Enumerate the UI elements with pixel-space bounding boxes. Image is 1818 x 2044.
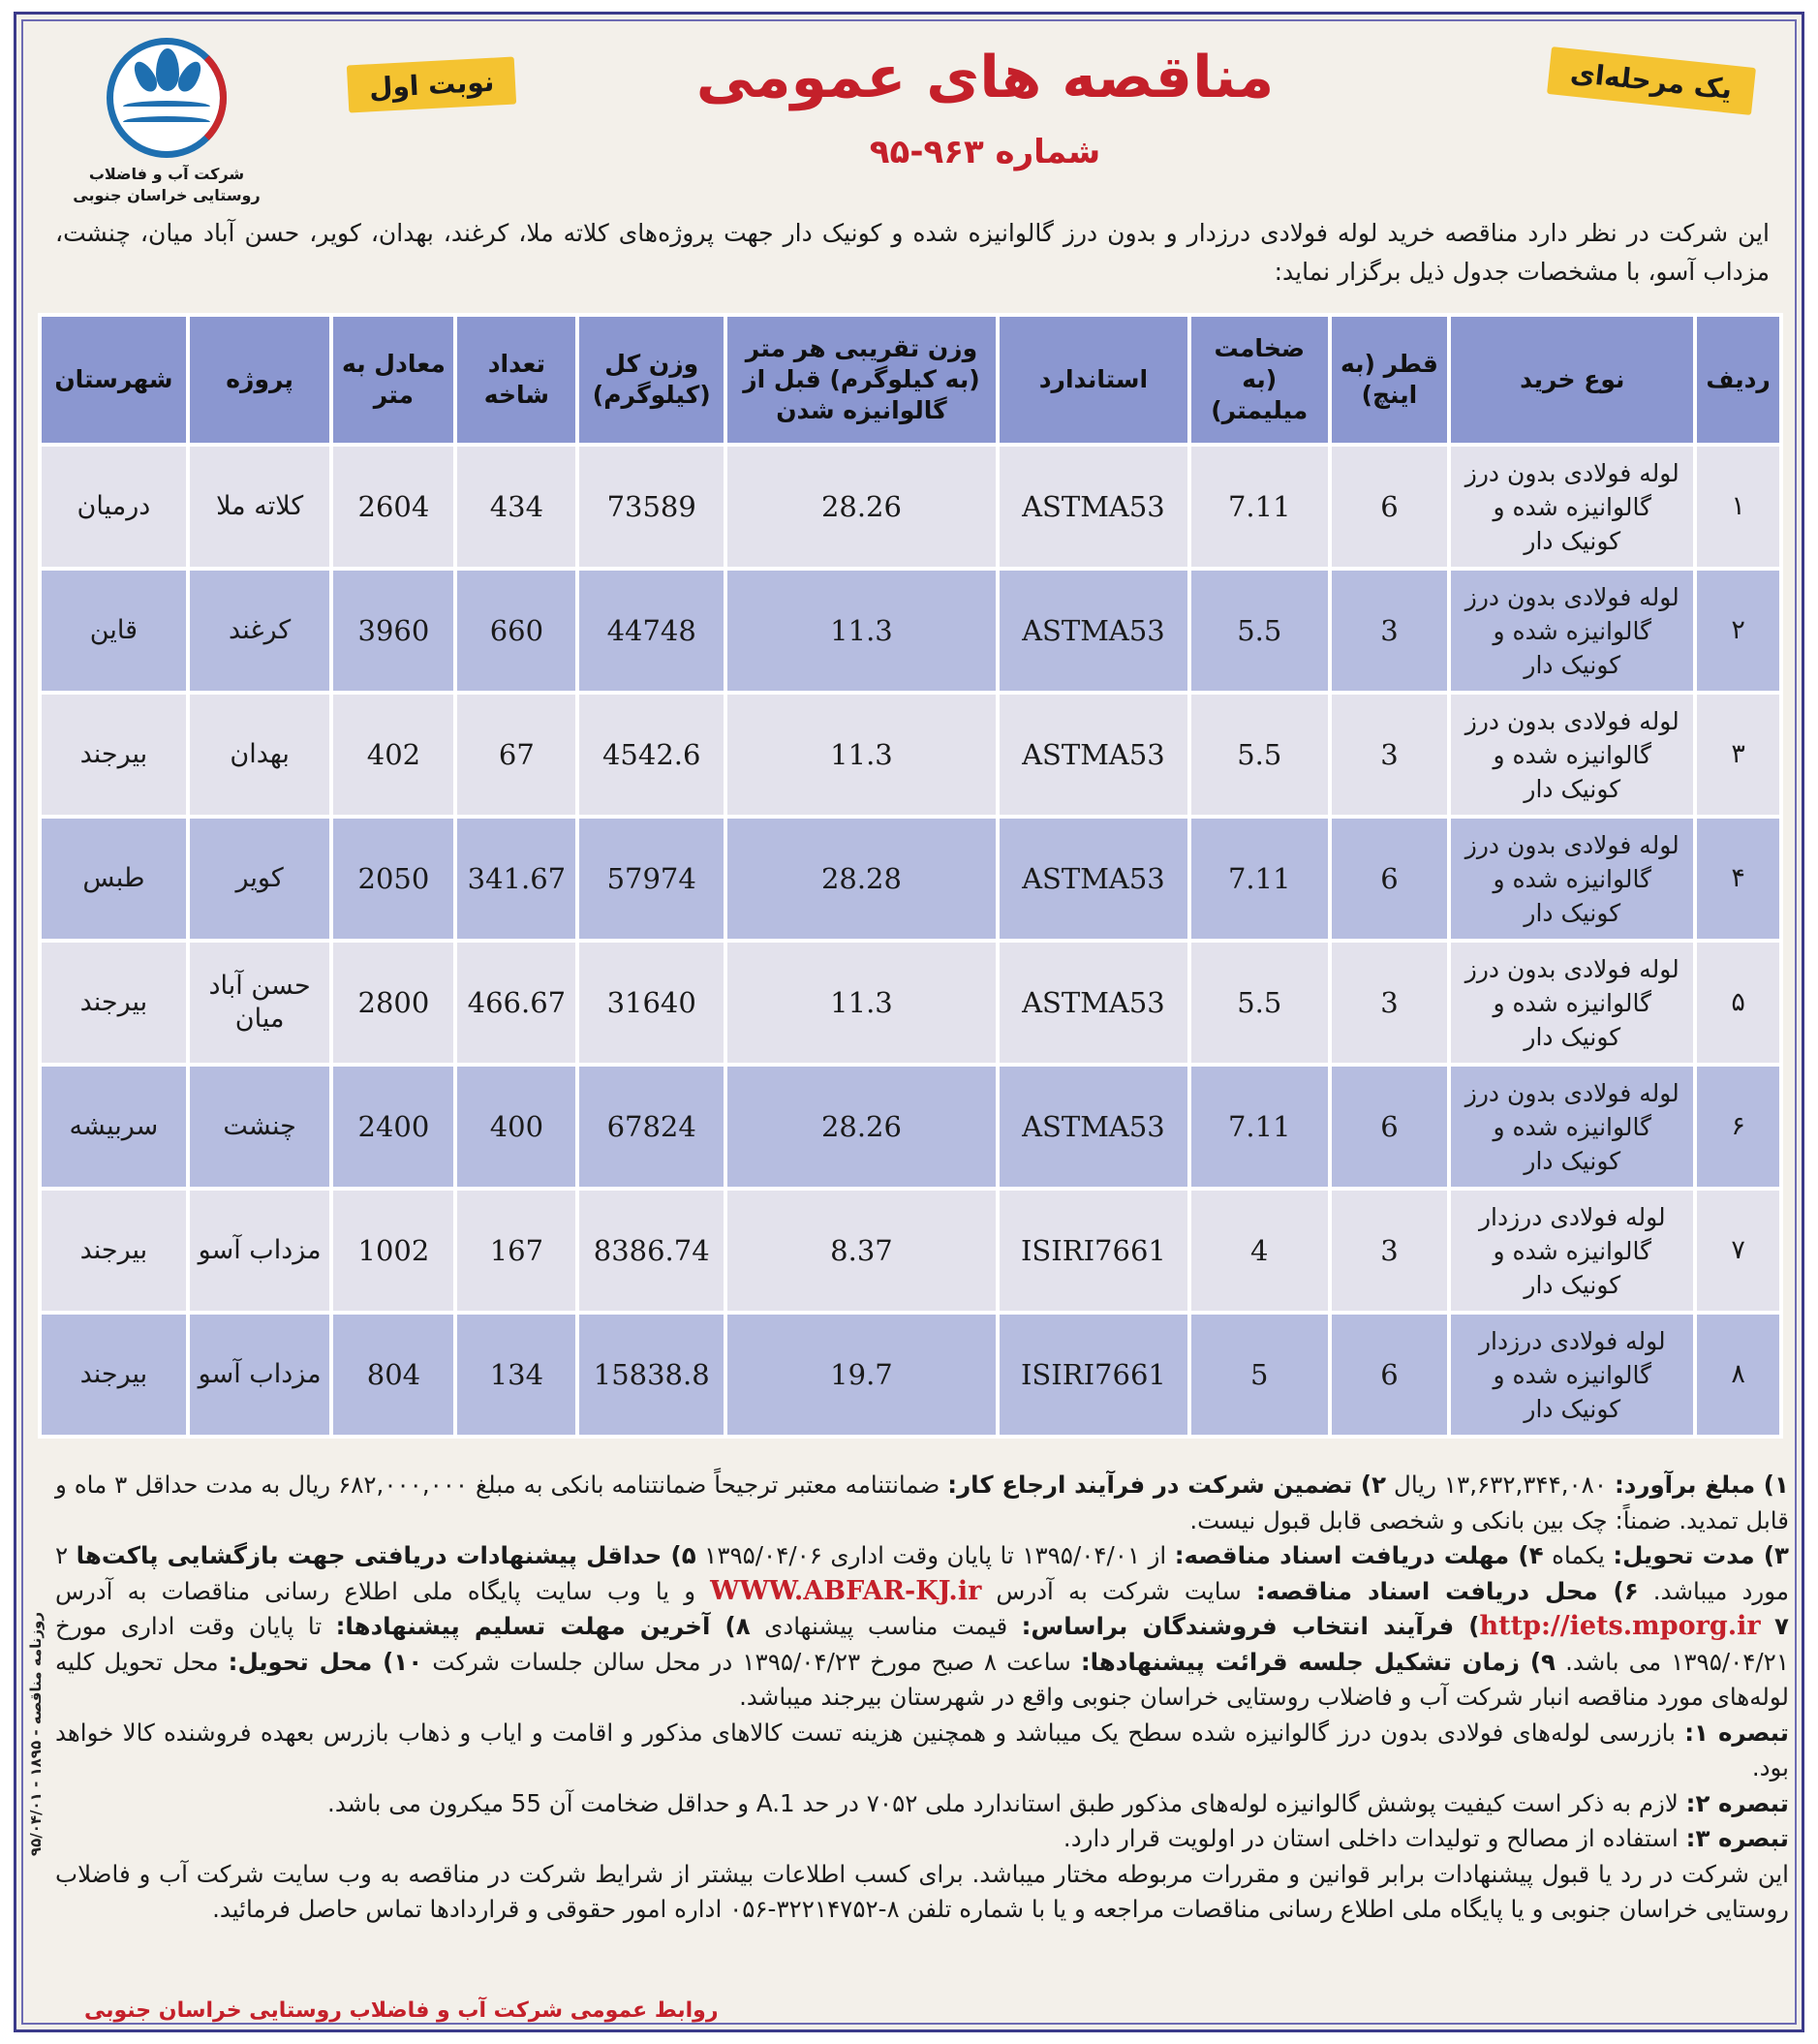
cell-total: 8386.74 (577, 1189, 725, 1313)
cell-type: لوله فولادی بدون درز گالوانیزه شده و کونیک دار (1449, 1065, 1695, 1189)
table-row (40, 445, 1781, 569)
cell-idx: ۷ (1695, 1189, 1781, 1313)
col-header: نوع خرید (1449, 315, 1695, 445)
table-row (40, 941, 1781, 1065)
cell-meters: 804 (331, 1313, 455, 1437)
cell-meters: 2050 (331, 817, 455, 941)
company-name: شرکت آب و فاضلاب روستایی خراسان جنوبی (73, 165, 261, 204)
cell-project: حسن آباد میان (188, 941, 332, 1065)
cell-city: قاین (40, 569, 188, 693)
closing-paragraph: این شرکت در رد یا قبول پیشنهادات برابر قوانین و مقررات مربوطه مختار میباشد. برای کسب اطلاعات بیشتر از شرایط شرکت در مناقصه به وب سایت شرکت آب و فاضلاب روستایی خراسان جنوبی و یا پایگاه ملی اطلاع رسانی مناقصات مراجعه و یا با شماره تلفن ۸-۳۲۲۱۴۷۵۲-۰۵۶ اداره امور حقوقی و قراردادها تماس حاصل فرمائید. (55, 1859, 1789, 1923)
cell-dia: 3 (1330, 569, 1450, 693)
cell-type: لوله فولادی بدون درز گالوانیزه شده و کونیک دار (1449, 941, 1695, 1065)
col-header: ضخامت (به میلیمتر) (1189, 315, 1330, 445)
cell-idx: ۶ (1695, 1065, 1781, 1189)
cell-project: کویر (188, 817, 332, 941)
cell-std: ASTMA53 (998, 941, 1189, 1065)
cell-type: لوله فولادی درزدار گالوانیزه شده و کونیک دار (1449, 1189, 1695, 1313)
col-header: معادل به متر (331, 315, 455, 445)
cell-count: 660 (455, 569, 577, 693)
cell-wpm: 11.3 (725, 569, 998, 693)
water-drop-logo-icon (107, 38, 227, 158)
iets-site-link[interactable]: http://iets.mporg.ir (1479, 1611, 1761, 1641)
cell-city: سربیشه (40, 1065, 188, 1189)
cell-dia: 3 (1330, 693, 1450, 817)
col-header: استاندارد (998, 315, 1189, 445)
table-row (40, 817, 1781, 941)
cell-std: ASTMA53 (998, 693, 1189, 817)
cell-meters: 1002 (331, 1189, 455, 1313)
cell-project: کلاته ملا (188, 445, 332, 569)
cell-thick: 7.11 (1189, 1065, 1330, 1189)
cell-thick: 5.5 (1189, 569, 1330, 693)
cell-project: بهدان (188, 693, 332, 817)
cell-project: مزداب آسو (188, 1313, 332, 1437)
cell-wpm: 28.26 (725, 445, 998, 569)
cell-count: 466.67 (455, 941, 577, 1065)
col-header: قطر (به اینچ) (1330, 315, 1450, 445)
terms-text: ۱) مبلغ برآورد: ۱۳,۶۳۲,۳۴۴,۰۸۰ ریال ۲) تضمین شرکت در فرآیند ارجاع کار: ضمانتنامه معتبر ترجیحاً ضمانتنامه بانکی به مبلغ ۶۸۲,۰۰۰,۰۰۰ ریال به مدت حداقل ۳ ماه و قابل تمدید. ضمناً: چک بین بانکی و شخصی قابل قبول نیست. ۳) مدت تحویل: یکماه ۴) مهلت دریافت اسناد مناقصه: از ۱۳۹۵/۰۴/۰۱ تا پایان وقت اداری ۱۳۹۵/۰۴/۰۶ ۵) حداقل پیشنهادات دریافتی جهت بازگشایی پاکت‌ها ۲ مورد میباشد. ۶) محل دریافت اسناد مناقصه: سایت شرکت به آدرس WWW.ABFAR-KJ.ir و یا وب سایت پایگاه ملی اطلاع رسانی مناقصات به آدرس http://iets.mporg.ir ۷) فرآیند انتخاب فروشندگان براساس: قیمت مناسب پیشنهادی ۸) آخرین مهلت تسلیم پیشنهادها: تا پایان وقت اداری مورخ ۱۳۹۵/۰۴/۲۱ می باشد. ۹) زمان تشکیل جلسه قرائت پیشنهادها: ساعت ۸ صبح مورخ ۱۳۹۵/۰۴/۲۳ در محل سالن جلسات شرکت ۱۰) محل تحویل: محل تحویل کلیه لوله‌های مورد مناقصه انبار شرکت آب و فاضلاب روستایی خراسان جنوبی واقع در شهرستان بیرجند میباشد. تبصره ۱: بازرسی لوله‌های فولادی بدون درز گالوانیزه شده سطح یک میباشد و همچنین هزینه تست کالاهای مذکور و اقامت و ایاب و ذهاب بازرس بعهده فروشنده کالا خواهد بود. تبصره ۲: لازم به ذکر است کیفیت پوشش گالوانیزه لوله‌های مذکور طبق استاندارد ملی ۷۰۵۲ در حد A.1 و حداقل ضخامت آن 55 میکرون می باشد. تبصره ۳: استفاده از مصالح و تولیدات داخلی استان در اولویت قرار دارد. این شرکت در رد یا قبول پیشنهادات برابر قوانین و مقررات مربوطه مختار میباشد. برای کسب اطلاعات بیشتر از شرایط شرکت در مناقصه به وب سایت شرکت آب و فاضلاب روستایی خراسان جنوبی و یا پایگاه ملی اطلاع رسانی مناقصات مراجعه و یا با شماره تلفن ۸-۳۲۲۱۴۷۵۲-۰۵۶ اداره امور حقوقی و قراردادها تماس حاصل فرمائید. (55, 1471, 1790, 1923)
cell-city: بیرجند (40, 1189, 188, 1313)
cell-city: بیرجند (40, 693, 188, 817)
abfar-site-link[interactable]: WWW.ABFAR-KJ.ir (710, 1575, 982, 1606)
cell-meters: 2604 (331, 445, 455, 569)
tender-number: شماره ۹۶۳-۹۵ (869, 133, 1101, 171)
cell-city: بیرجند (40, 941, 188, 1065)
cell-count: 67 (455, 693, 577, 817)
cell-idx: ۸ (1695, 1313, 1781, 1437)
cell-thick: 5.5 (1189, 693, 1330, 817)
cell-std: ASTMA53 (998, 1065, 1189, 1189)
note-3-label: تبصره ۳: (1685, 1824, 1789, 1852)
cell-total: 73589 (577, 445, 725, 569)
cell-project: مزداب آسو (188, 1189, 332, 1313)
cell-total: 44748 (577, 569, 725, 693)
cell-dia: 6 (1330, 445, 1450, 569)
cell-count: 167 (455, 1189, 577, 1313)
cell-type: لوله فولادی بدون درز گالوانیزه شده و کونیک دار (1449, 693, 1695, 817)
cell-type: لوله فولادی بدون درز گالوانیزه شده و کونیک دار (1449, 569, 1695, 693)
cell-wpm: 19.7 (725, 1313, 998, 1437)
table-row (40, 1313, 1781, 1437)
cell-total: 4542.6 (577, 693, 725, 817)
col-header: شهرستان (40, 315, 188, 445)
cell-dia: 3 (1330, 941, 1450, 1065)
note-1-label: تبصره ۱: (1684, 1718, 1789, 1747)
intro-paragraph: این شرکت در نظر دارد مناقصه خرید لوله فولادی درزدار و بدون درز گالوانیزه شده و کونیک دار جهت پروژه‌های کلاته ملا، کرغند، بهدان، کویر، حسن آباد میان، چنشت، مزداب آسو، با مشخصات جدول ذیل برگزار نماید: (55, 219, 1770, 286)
cell-type: لوله فولادی درزدار گالوانیزه شده و کونیک دار (1449, 1313, 1695, 1437)
specs-table (38, 313, 1783, 1439)
cell-total: 15838.8 (577, 1313, 725, 1437)
cell-meters: 402 (331, 693, 455, 817)
note-2-label: تبصره ۲: (1685, 1788, 1789, 1817)
cell-thick: 5.5 (1189, 941, 1330, 1065)
cell-wpm: 8.37 (725, 1189, 998, 1313)
cell-project: کرغند (188, 569, 332, 693)
cell-thick: 4 (1189, 1189, 1330, 1313)
side-margin-note: روزنامه مناقصه - ۱۸۹۵ - ۹۵/۰۴/۰۱ (27, 1612, 45, 1857)
cell-idx: ۱ (1695, 445, 1781, 569)
cell-std: ASTMA53 (998, 817, 1189, 941)
table-header-row (40, 315, 1781, 445)
cell-meters: 2400 (331, 1065, 455, 1189)
company-logo (55, 38, 278, 206)
col-header: ردیف (1695, 315, 1781, 445)
table-row (40, 693, 1781, 817)
cell-dia: 6 (1330, 817, 1450, 941)
cell-dia: 6 (1330, 1313, 1450, 1437)
col-header: تعداد شاخه (455, 315, 577, 445)
col-header: وزن کل (کیلوگرم) (577, 315, 725, 445)
tender-notice (14, 12, 1804, 2032)
cell-thick: 5 (1189, 1313, 1330, 1437)
cell-dia: 3 (1330, 1189, 1450, 1313)
cell-meters: 2800 (331, 941, 455, 1065)
page-title: مناقصه های عمومی (695, 44, 1275, 111)
cell-total: 57974 (577, 817, 725, 941)
footer-signature: روابط عمومی شرکت آب و فاضلاب روستایی خراسان جنوبی (84, 1998, 719, 2023)
cell-city: درمیان (40, 445, 188, 569)
cell-type: لوله فولادی بدون درز گالوانیزه شده و کونیک دار (1449, 445, 1695, 569)
cell-count: 134 (455, 1313, 577, 1437)
cell-std: ASTMA53 (998, 569, 1189, 693)
cell-city: بیرجند (40, 1313, 188, 1437)
round-badge: نوبت اول (347, 56, 517, 112)
cell-meters: 3960 (331, 569, 455, 693)
cell-count: 341.67 (455, 817, 577, 941)
col-header: پروژه (188, 315, 332, 445)
table-row (40, 569, 1781, 693)
cell-total: 31640 (577, 941, 725, 1065)
cell-idx: ۵ (1695, 941, 1781, 1065)
cell-count: 400 (455, 1065, 577, 1189)
cell-project: چنشت (188, 1065, 332, 1189)
cell-idx: ۴ (1695, 817, 1781, 941)
cell-thick: 7.11 (1189, 817, 1330, 941)
table-row (40, 1189, 1781, 1313)
cell-std: ASTMA53 (998, 445, 1189, 569)
cell-dia: 6 (1330, 1065, 1450, 1189)
cell-idx: ۲ (1695, 569, 1781, 693)
cell-std: ISIRI7661 (998, 1313, 1189, 1437)
cell-wpm: 11.3 (725, 941, 998, 1065)
col-header: وزن تقریبی هر متر (به کیلوگرم) قبل از گالوانیزه شدن (725, 315, 998, 445)
cell-total: 67824 (577, 1065, 725, 1189)
cell-idx: ۳ (1695, 693, 1781, 817)
stage-badge: یک مرحله‌ای (1547, 46, 1756, 115)
cell-city: طبس (40, 817, 188, 941)
cell-wpm: 28.26 (725, 1065, 998, 1189)
cell-wpm: 28.28 (725, 817, 998, 941)
cell-thick: 7.11 (1189, 445, 1330, 569)
cell-count: 434 (455, 445, 577, 569)
cell-type: لوله فولادی بدون درز گالوانیزه شده و کونیک دار (1449, 817, 1695, 941)
cell-std: ISIRI7661 (998, 1189, 1189, 1313)
table-row (40, 1065, 1781, 1189)
cell-wpm: 11.3 (725, 693, 998, 817)
